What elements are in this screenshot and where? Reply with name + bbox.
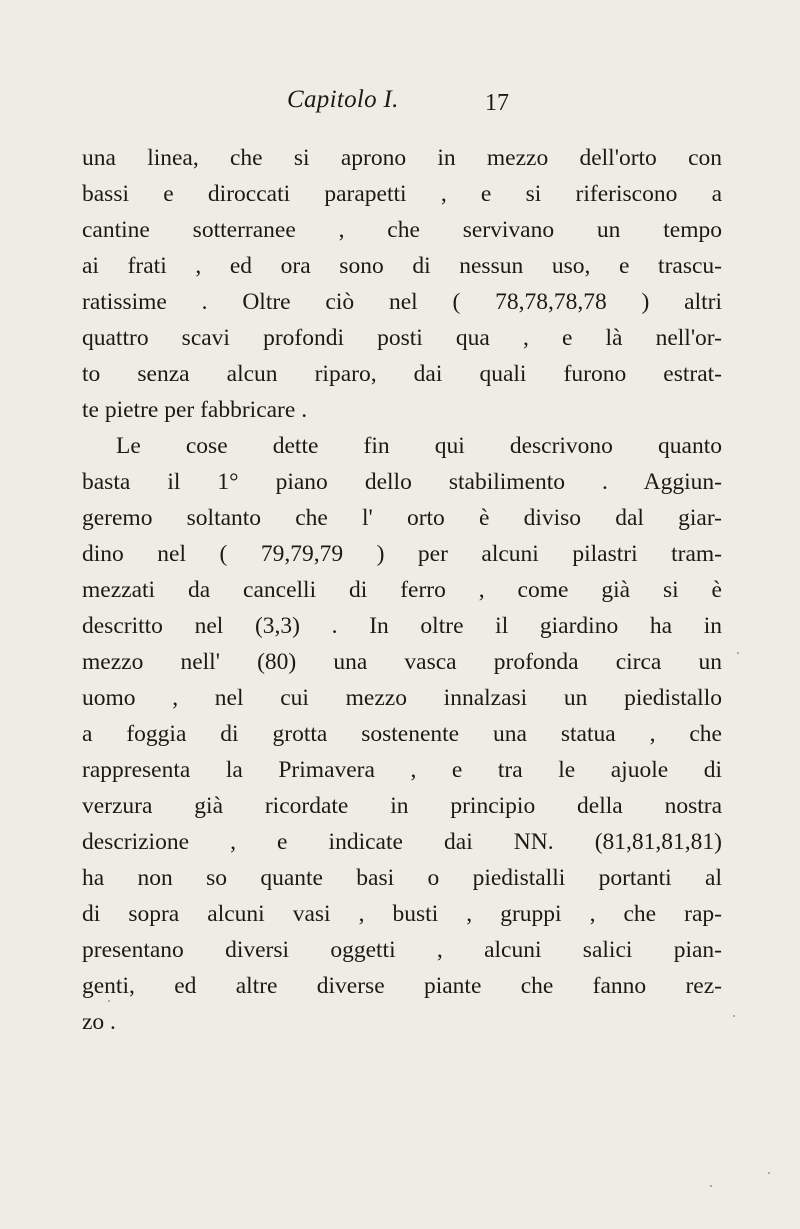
text-line: mezzo nell' (80) una vasca profonda circa un	[82, 649, 722, 675]
page-header	[0, 80, 800, 120]
text-line: ha non so quante basi o piedistalli portanti al	[82, 865, 722, 891]
paper-speck	[108, 1000, 110, 1002]
paper-speck	[733, 1015, 735, 1017]
text-line: bassi e diroccati parapetti , e si riferiscono a	[82, 181, 722, 207]
text-line: rappresenta la Primavera , e tra le ajuole di	[82, 757, 722, 783]
text-line: quattro scavi profondi posti qua , e là nell'or-	[82, 325, 722, 351]
text-line: di sopra alcuni vasi , busti , gruppi , che rap-	[82, 901, 722, 927]
text-line: Le cose dette fin qui descrivono quanto	[116, 433, 722, 459]
text-line: genti, ed altre diverse piante che fanno rez-	[82, 973, 722, 999]
page-number: 17	[485, 90, 509, 116]
text-line: to senza alcun riparo, dai quali furono estrat-	[82, 361, 722, 387]
text-line: descrizione , e indicate dai NN. (81,81,81,81)	[82, 829, 722, 855]
paper-speck	[768, 1172, 770, 1174]
text-line: una linea, che si aprono in mezzo dell'orto con	[82, 145, 722, 171]
text-line: a foggia di grotta sostenente una statua , che	[82, 721, 722, 747]
text-line: basta il 1° piano dello stabilimento . Aggiun-	[82, 469, 722, 495]
text-line: uomo , nel cui mezzo innalzasi un piedistallo	[82, 685, 722, 711]
text-line: presentano diversi oggetti , alcuni salici pian-	[82, 937, 722, 963]
running-title: Capitolo I.	[287, 86, 399, 113]
text-line: dino nel ( 79,79,79 ) per alcuni pilastri tram-	[82, 541, 722, 567]
paper-speck	[710, 1185, 712, 1187]
paper-speck	[737, 652, 739, 654]
text-line: cantine sotterranee , che servivano un tempo	[82, 217, 722, 243]
text-line: descritto nel (3,3) . In oltre il giardino ha in	[82, 613, 722, 639]
text-line: mezzati da cancelli di ferro , come già si è	[82, 577, 722, 603]
text-line: geremo soltanto che l' orto è diviso dal giar-	[82, 505, 722, 531]
text-line: ratissime . Oltre ciò nel ( 78,78,78,78 ) altri	[82, 289, 722, 315]
text-line: zo .	[82, 1009, 116, 1035]
text-line: te pietre per fabbricare .	[82, 397, 308, 423]
text-line: ai frati , ed ora sono di nessun uso, e trascu-	[82, 253, 722, 279]
body-text	[82, 140, 722, 1040]
text-line: verzura già ricordate in principio della nostra	[82, 793, 722, 819]
